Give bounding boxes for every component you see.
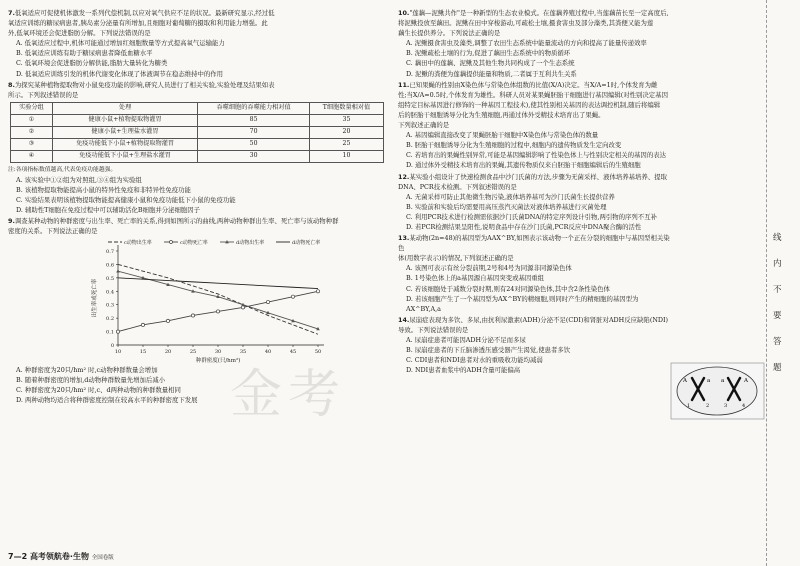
option-a: A. 尿崩症患者可能因ADH分泌不足而多尿 <box>406 336 526 344</box>
binding-margin <box>766 0 800 566</box>
legend-label: d动物死亡率 <box>292 239 321 246</box>
question-stem-line: 低氧适应可促使机体激发一系列代偿机制,以应对氧气供应不足的状况。最新研究显示,经过低 <box>14 9 275 17</box>
right-column <box>398 8 760 376</box>
question-12 <box>398 172 760 233</box>
question-stem-line: 密度的关系。下列说法正确的是 <box>8 227 98 236</box>
y-tick-label: 0.5 <box>106 275 114 282</box>
x-tick-label: 40 <box>264 348 272 355</box>
legend-marker <box>170 240 173 243</box>
data-point <box>141 323 144 326</box>
margin-char: 不 <box>773 285 782 295</box>
option-c: C. 种群密度为20只/hm² 时,c、d两种动物的种群数量相同 <box>16 385 181 394</box>
data-point <box>266 300 269 303</box>
table-row <box>11 114 384 126</box>
question-number: 14. <box>398 315 410 324</box>
table-header-cell: 吞噬细胞的吞噬能力相对值 <box>198 102 310 114</box>
question-number: 7. <box>8 9 15 17</box>
table-cell: 35 <box>309 114 383 126</box>
y-tick-label: 0.7 <box>106 248 114 255</box>
option-b: B. 1号染色体上的a基因源自基因突变或基因重组 <box>406 274 545 283</box>
question-stem-line: 尿崩症表现为多饮、多尿,由抗利尿激素(ADH)分泌不足(CDI)和肾脏对ADH反应缺陷(NDI) <box>409 315 669 324</box>
x-tick-label: 45 <box>289 348 297 355</box>
question-number: 12. <box>398 172 410 181</box>
chromosome-number: 3 <box>724 403 728 409</box>
x-tick-label: 30 <box>214 348 222 355</box>
margin-char: 要 <box>773 311 782 321</box>
option-a: A. 该图可表示有丝分裂前期,2号和4号为同源非同源染色体 <box>406 264 572 273</box>
question-number: 10. <box>398 9 410 17</box>
question-number: 8. <box>8 80 15 89</box>
x-tick-label: 20 <box>164 348 172 355</box>
y-axis-label: 出生率或死亡率 <box>92 278 98 317</box>
option-c: C. 低氧环境会促进脂肪分解供能,脂肪大量转化为糖类 <box>16 59 168 68</box>
data-point <box>216 309 219 312</box>
x-tick-label: 15 <box>139 348 147 355</box>
option-c: C. 若培育出的果蝇性别异常,可能是基因编辑影响了性染色体上与性别决定相关的基因的表达 <box>406 151 666 160</box>
gene-label: a <box>721 378 725 384</box>
question-stem-line: 为探究某种植物提取物对小鼠免疫功能的影响,研究人员进行了相关实验,实验处理及结果如表 <box>14 80 275 89</box>
y-tick-label: 0.3 <box>106 302 114 309</box>
option-c: C. 藕田中的莲藕、泥鳅及其他生物共同构成了一个生态系统 <box>406 59 575 68</box>
series-line-3 <box>118 277 318 288</box>
option-b: B. 泥鳅疏松土壤的行为,促进了藕田生态系统中的物质循环 <box>406 49 571 58</box>
question-stem-line: 导致。下列说法错误的是 <box>398 325 469 334</box>
question-number: 9. <box>8 217 15 226</box>
table-cell: 健康小鼠+生理盐水灌胃 <box>52 126 197 138</box>
question-stem-line: 氧适应训练的糖尿病患者,胰岛素分泌量有所增加,且细胞对葡萄糖的摄取和利用能力增强。此 <box>8 19 268 28</box>
question-number: 11. <box>398 80 410 89</box>
table-cell: 20 <box>309 126 383 138</box>
question-stem-line: 所示。下列叙述错误的是 <box>8 90 79 99</box>
legend-label: c动物死亡率 <box>180 239 208 246</box>
question-stem-line: 某实验小组设计了快速检测食品中沙门氏菌的方法,步骤为无菌采样、液体培养基培养、提取 <box>409 172 667 181</box>
series-title: 高考领航卷·生物 <box>29 552 89 561</box>
table-row <box>11 138 384 150</box>
question-stem-line: 某动物(2n=48)的基因型为AAX^BY,如图表示该动物一个正在分裂的细胞中与基因型相关染色 <box>398 234 670 253</box>
option-d: D. 低氧适应训练引发的机体代谢变化体现了体液调节在稳态维持中的作用 <box>16 69 224 78</box>
option-d: D. 辅助性T细胞在免疫过程中可以辅助活化B细胞并分泌细胞因子 <box>16 206 201 215</box>
watermark: 金考 <box>230 365 347 425</box>
table-header-cell: 实验分组 <box>11 102 53 114</box>
question-stem-line: 调查某种动物的种群密度与出生率、死亡率的关系,得到如图所示的曲线,两种动物种群出生率、死亡率与该动物种群 <box>14 217 339 226</box>
x-tick-label: 35 <box>239 348 247 355</box>
y-tick-label: 0.6 <box>106 261 114 268</box>
option-c: C. CDI患者和NDI患者对水的重吸收功能均减弱 <box>406 356 543 365</box>
y-tick-label: 0.2 <box>106 315 114 322</box>
page-number: 7—2 <box>8 552 28 561</box>
series-edition: 全国卷版 <box>91 555 114 561</box>
x-tick-label: 25 <box>189 348 197 355</box>
option-c: C. 利用PCR技术进行检测需依据沙门氏菌DNA的特定序列设计引物,两引物的序列不互补 <box>406 212 657 221</box>
question-stem-line: 体(用数字表示)的情况,下列叙述正确的是 <box>398 254 514 263</box>
question-stem-line: 组特定目标基因进行修饰的一种基因工程技术),使其性别相关基因的表达调控机制,随后将编辑 <box>398 100 661 109</box>
margin-char: 答 <box>773 337 782 347</box>
option-d: D. 若PCR检测结果呈阳性,说明食品中存在沙门氏菌,PCR反应中DNA聚合酶的活性 <box>406 222 642 231</box>
table-cell: 10 <box>309 150 383 162</box>
table-cell: 85 <box>198 114 310 126</box>
question-10 <box>398 8 760 79</box>
option-b: B. 尿崩症患者的下丘脑渗透压感受器产生渴觉,使患者多饮 <box>406 346 571 355</box>
table-cell: 30 <box>198 150 310 162</box>
question-stem-line: 后的胚胎干细胞诱导分化为生殖细胞,再通过体外受精技术培育出了果蝇。 <box>398 110 605 119</box>
question-stem-line: "莲藕—泥鳅共作"是一种新型的生态农业模式。在莲藕养殖过程中,当莲藕苗长至一定高度后, <box>409 9 669 17</box>
data-point <box>191 313 194 316</box>
x-axis-label: 种群密度(只/hm²) <box>195 357 241 364</box>
margin-char: 线 <box>773 233 782 243</box>
table-cell: 25 <box>309 138 383 150</box>
table-cell: 50 <box>198 138 310 150</box>
option-d: D. NDI患者血浆中的ADH含量可能偏高 <box>406 366 521 375</box>
gene-label: A <box>744 378 748 384</box>
experiment-table <box>10 102 384 163</box>
question-stem-line: 已知果蝇的性别由X染色体与常染色体组数的比值(X/A)决定。当X/A=1时,个体发育为雌 <box>409 80 658 89</box>
legend-label: c动物出生率 <box>124 239 152 246</box>
table-cell: ① <box>11 114 53 126</box>
option-a: A. 泥鳅摄食害虫及藻类,调整了农田生态系统中能量流动的方向和提高了能量传递效率 <box>406 39 647 48</box>
option-d: D. 若该细胞产生了一个基因型为AX^BY的精细胞,则同时产生的精细胞的基因型为AX^BY,A,a <box>406 294 639 313</box>
table-header-cell: 处理 <box>52 102 197 114</box>
margin-char: 内 <box>773 259 782 269</box>
legend-label: d动物出生率 <box>236 239 265 246</box>
data-point <box>241 305 244 308</box>
option-c: C. 实验结果表明该植物提取物能提高健康小鼠和免疫功能低下小鼠的免疫功能 <box>16 196 236 205</box>
table-note: 注:各项指标数值越高,代表免疫功能越强。 <box>8 166 117 173</box>
option-a: A. 基因编辑直接改变了果蝇胚胎干细胞中X染色体与常染色体的数量 <box>406 131 599 140</box>
option-b: B. 低氧适应训练有助于糖尿病患者降低血糖水平 <box>16 49 153 58</box>
option-b: B. 该植物提取物能提高小鼠的特异性免疫和非特异性免疫功能 <box>16 186 191 195</box>
table-header-cell: T细胞数量相对值 <box>309 102 383 114</box>
option-b: B. 随着种群密度的增加,d动物种群数量先增加后减小 <box>16 375 166 384</box>
question-8 <box>8 80 386 216</box>
question-stem-line: 将泥鳅投放至藕田。泥鳅在田中穿梭游动,可疏松土壤,摄食害虫及部分藻类,其粪便又能为莲 <box>398 19 654 28</box>
option-b: B. 胚胎干细胞诱导分化为生殖细胞的过程中,细胞内的遗传物质发生定向改变 <box>406 141 622 150</box>
table-row <box>11 150 384 162</box>
x-tick-label: 10 <box>114 348 122 355</box>
option-c: C. 若该细胞处于减数分裂时期,则有24对同源染色体,其中含2条性染色体 <box>406 284 610 293</box>
data-point <box>116 269 120 272</box>
y-tick-label: 0.1 <box>106 329 114 336</box>
table-cell: ④ <box>11 150 53 162</box>
gene-label: A <box>683 378 687 384</box>
table-cell: 免疫功能低下小鼠+生理盐水灌胃 <box>52 150 197 162</box>
question-13 <box>398 233 670 314</box>
question-stem-line: 下列叙述正确的是 <box>398 121 450 130</box>
line-chart <box>8 237 386 365</box>
question-7 <box>8 8 386 79</box>
page-footer <box>8 551 114 562</box>
x-tick-label: 50 <box>314 348 322 355</box>
option-b: B. 实验前和实验后均需要用高压蒸汽灭菌法对液体培养基进行灭菌处理 <box>406 202 607 211</box>
table-header-row <box>11 102 384 114</box>
option-d: D. 通过体外受精技术培育出的果蝇,其遗传物质仅来自胚胎干细胞编辑后的生殖细胞 <box>406 161 641 170</box>
option-d: D. 两种动物均适合将种群密度控制在较高水平的种群密度下发展 <box>16 395 198 404</box>
question-stem-line: DNA、PCR技术检测。下列叙述错误的是 <box>398 182 517 191</box>
binding-margin-text <box>773 225 783 381</box>
data-point <box>316 289 319 292</box>
table-cell: 免疫功能低下小鼠+植物提取物灌胃 <box>52 138 197 150</box>
chromosome-number: 1 <box>687 403 691 409</box>
chart-svg <box>8 237 386 365</box>
question-number: 13. <box>398 234 410 243</box>
margin-char: 题 <box>773 363 782 373</box>
question-stem-line: 性;当X/A=0.5时,个体发育为雄性。科研人员对某果蝇胚胎干细胞进行基因编辑(对性别决定基因 <box>398 90 668 99</box>
left-column <box>8 8 386 406</box>
table-cell: 70 <box>198 126 310 138</box>
chromosome-number: 2 <box>706 403 710 409</box>
y-tick-label: 0.4 <box>106 288 114 295</box>
question-stem-line: 外,低氧环境还会促进脂肪分解。下列说法错误的是 <box>8 29 151 38</box>
table-cell: ③ <box>11 138 53 150</box>
option-a: A. 无菌采样可防止其他微生物污染,液体培养基可为沙门氏菌生长提供营养 <box>406 192 615 201</box>
option-a: A. 低氧适应过程中,机体可能通过增加红细胞数量等方式提高氧气运输能力 <box>16 39 225 48</box>
gene-label: a <box>707 378 711 384</box>
data-point <box>291 295 294 298</box>
table-cell: ② <box>11 126 53 138</box>
table-cell: 健康小鼠+植物提取物灌胃 <box>52 114 197 126</box>
chromosome-number: 4 <box>742 403 746 409</box>
option-a: A. 该实验中①②组为对照组,③④组为实验组 <box>16 175 142 184</box>
question-stem-line: 藕生长提供养分。下列说法正确的是 <box>398 29 501 38</box>
option-a: A. 种群密度为20只/hm² 时,c动物种群数量会增加 <box>16 365 158 374</box>
data-point <box>116 329 119 332</box>
option-d: D. 泥鳅的粪便为莲藕提供能量和物质,二者属于互利共生关系 <box>406 69 577 78</box>
table-row <box>11 126 384 138</box>
question-11 <box>398 80 760 171</box>
chromosome-diagram <box>670 362 765 420</box>
data-point <box>166 319 169 322</box>
y-tick-label: 0 <box>110 342 114 349</box>
